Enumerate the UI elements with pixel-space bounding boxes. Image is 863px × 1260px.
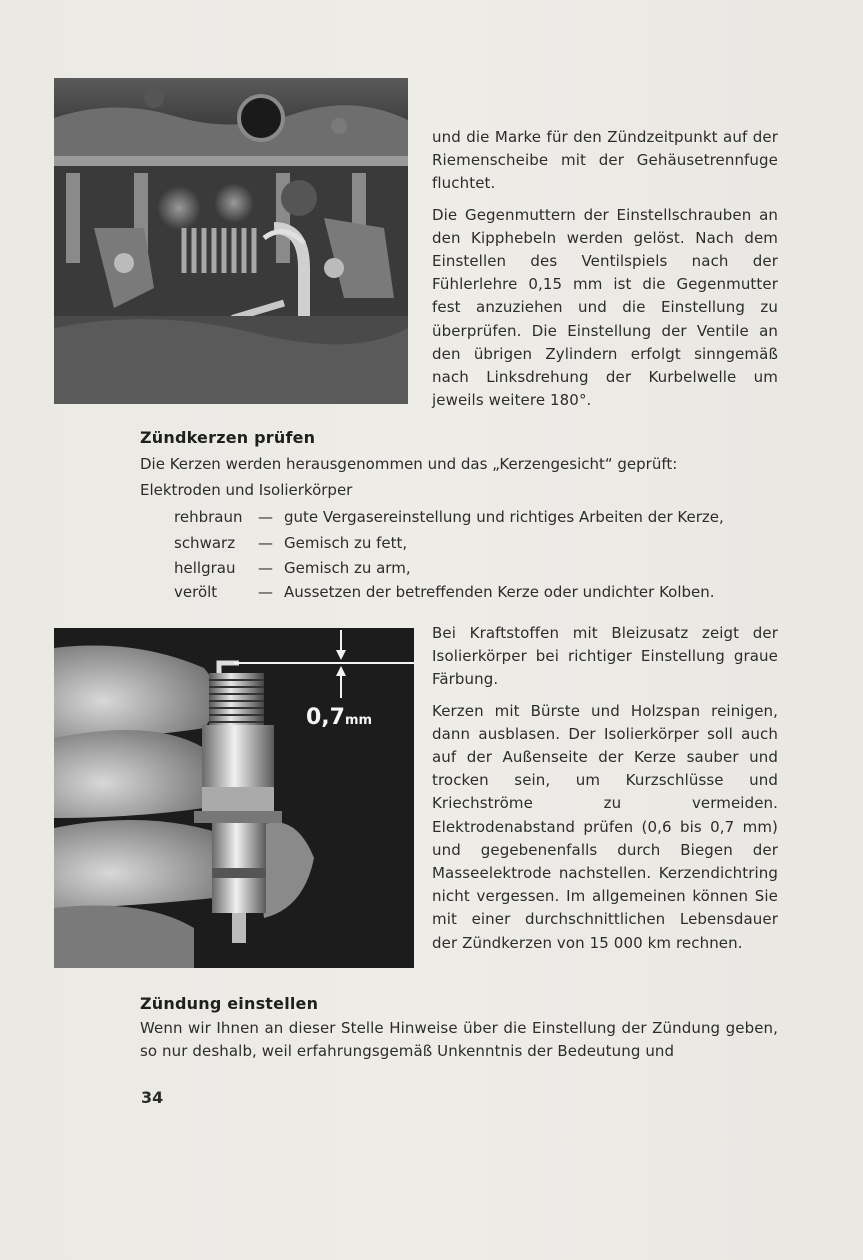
spark-plug-heading: Zündkerzen prüfen bbox=[140, 428, 316, 447]
condition-term: hellgrau bbox=[174, 559, 236, 577]
spark-plug-intro-line-1: Die Kerzen werden herausgenommen und das „Kerzengesicht“ geprüft: bbox=[140, 455, 678, 473]
condition-dash: — bbox=[258, 559, 273, 577]
condition-term: rehbraun bbox=[174, 508, 243, 526]
spark-plug-photo bbox=[54, 628, 414, 968]
ignition-text: Wenn wir Ihnen an dieser Stelle Hinweise über die Einstellung der Zündung geben, so nur deshalb, weil erfahrungsgemäß Unkenntnis der Bedeutung und bbox=[140, 1019, 778, 1061]
condition-desc: Aussetzen der betreffenden Kerze oder undichter Kolben. bbox=[284, 583, 715, 601]
condition-term: verölt bbox=[174, 583, 218, 601]
condition-desc: Gemisch zu arm, bbox=[284, 559, 411, 577]
condition-dash: — bbox=[258, 583, 273, 601]
valve-adjust-text bbox=[432, 126, 778, 420]
gap-value: 0,7 bbox=[306, 705, 345, 730]
condition-term: schwarz bbox=[174, 534, 236, 552]
condition-row bbox=[174, 534, 778, 552]
condition-row bbox=[174, 559, 778, 577]
condition-dash: — bbox=[258, 534, 273, 552]
gap-unit: mm bbox=[344, 713, 373, 728]
engine-valve-photo bbox=[54, 78, 408, 404]
plug-text-para-1: Bei Kraftstoffen mit Bleizusatz zeigt der Isolierkörper bei richtiger Einstellung graue Färbung. bbox=[432, 624, 778, 689]
condition-desc: Gemisch zu fett, bbox=[284, 534, 408, 552]
page-number: 34 bbox=[141, 1088, 164, 1107]
engine-valve-illustration bbox=[54, 78, 408, 404]
valve-text-para-2: Die Gegenmuttern der Einstellschrauben an den Kipphebeln werden gelöst. Nach dem Einstellen des Ventilspiels nach der Fühlerlehre 0,15 mm ist die Gegenmutter fest anzuziehen und die Einstellung zu überprüfen. Die Einstellung der Ventile an den übrigen Zylindern erfolgt sinngemäß nach Linksdrehung der Kurbelwelle um jeweils weitere 180°. bbox=[432, 205, 778, 410]
spark-plug-intro-line-2: Elektroden und Isolierkörper bbox=[140, 481, 353, 499]
valve-text-para-1: und die Marke für den Zündzeitpunkt auf der Riemenscheibe mit der Gehäusetrennfuge fluchtet. bbox=[432, 128, 778, 193]
condition-row bbox=[174, 583, 778, 601]
plug-text-para-2: Kerzen mit Bürste und Holzspan reinigen, dann ausblasen. Der Isolierkörper soll auch auf der Außenseite der Kerze sauber und trocken sein, um Kurzschlüsse und Kriechströme zu vermeiden. Elektrodenabstand prüfen (0,6 bis 0,7 mm) und gegebenenfalls durch Biegen der Masseelektrode nachstellen. Kerzendichtring nicht vergessen. Im allgemeinen können Sie mit einer durchschnittlichen Lebensdauer der Zündkerzen von 15 000 km rechnen. bbox=[432, 701, 778, 952]
spark-plug-cleaning-text bbox=[432, 622, 778, 963]
ignition-heading: Zündung einstellen bbox=[140, 994, 319, 1013]
condition-dash: — bbox=[258, 508, 273, 526]
condition-row bbox=[174, 508, 778, 526]
condition-desc: gute Vergasereinstellung und richtiges Arbeiten der Kerze, bbox=[284, 508, 724, 526]
spark-plug-illustration bbox=[54, 628, 414, 968]
